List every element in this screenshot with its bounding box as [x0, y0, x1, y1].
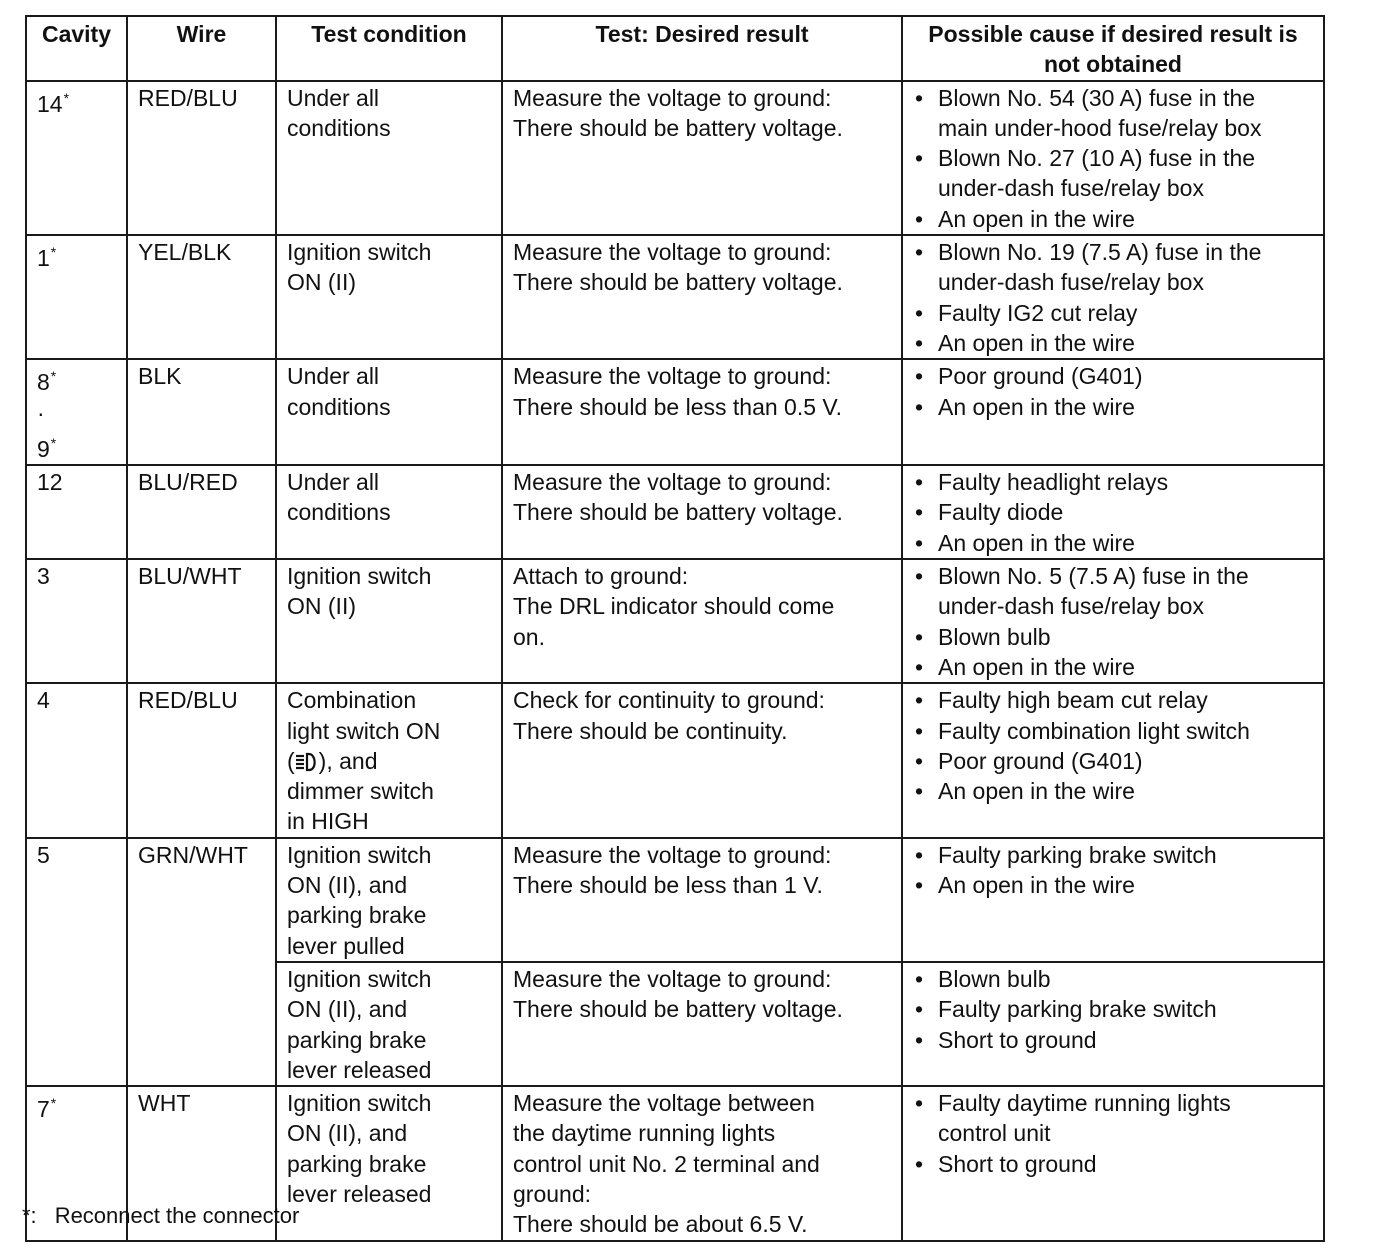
paren-open: ( [287, 747, 295, 774]
cause-item [913, 143, 1313, 204]
result-line: the daytime running lights [513, 1120, 776, 1147]
table-row [26, 81, 1324, 235]
cause-text: main under-hood fuse/relay box [938, 114, 1262, 141]
cause-list [913, 561, 1313, 682]
cause-text: • An open in the wire [938, 329, 1135, 356]
cavity-cell [26, 359, 127, 465]
condition-cell [276, 81, 502, 235]
cause-item [913, 204, 1313, 234]
cause-item [913, 964, 1313, 994]
condition-line: parking brake [287, 1150, 427, 1177]
result-line: Measure the voltage to ground: [513, 469, 832, 496]
cause-text: • Faulty high beam cut relay [938, 687, 1208, 714]
result-line: There should be battery voltage. [513, 269, 843, 296]
condition-line: Ignition switch [287, 841, 432, 868]
result-cell [502, 465, 902, 559]
high-beam-headlight-icon [295, 752, 319, 772]
cavity-cell [26, 81, 127, 235]
cavity-number: 14 * [37, 83, 116, 119]
cause-text: • Faulty parking brake switch [938, 841, 1217, 868]
cause-cell [902, 559, 1324, 683]
cause-item [913, 622, 1313, 652]
result-line: There should be continuity. [513, 717, 788, 744]
cavity-number: 1 * [37, 237, 116, 273]
cavity-number: 4 [37, 687, 50, 714]
cause-item [913, 497, 1313, 527]
header-cause-line2: not obtained [1044, 51, 1182, 78]
wire-cell: BLU/RED [127, 465, 276, 559]
condition-line: lever released [287, 1056, 432, 1083]
condition-cell [276, 235, 502, 359]
cause-text: • Blown bulb [938, 623, 1051, 650]
cause-item [913, 528, 1313, 558]
condition-line: Ignition switch [287, 563, 432, 590]
cause-text: under-dash fuse/relay box [938, 269, 1204, 296]
table-row [26, 359, 1324, 465]
cause-text: • Faulty IG2 cut relay [938, 299, 1138, 326]
result-cell [502, 683, 902, 837]
condition-line: in HIGH [287, 808, 369, 835]
condition-line: conditions [287, 114, 391, 141]
wire-cell: WHT [127, 1086, 276, 1240]
condition-line: ON (II) [287, 593, 356, 620]
cause-item [913, 392, 1313, 422]
result-line: There should be battery voltage. [513, 114, 843, 141]
cause-cell [902, 683, 1324, 837]
header-test-condition: Test condition [276, 16, 502, 81]
cause-item [913, 1088, 1313, 1149]
footnote [22, 1203, 299, 1229]
cause-list [913, 840, 1313, 901]
cavity-separator: · [37, 399, 45, 426]
result-line: Measure the voltage between [513, 1090, 815, 1117]
condition-line: ON (II), and [287, 1120, 408, 1147]
cause-list [913, 1088, 1313, 1179]
cause-text: • Blown No. 5 (7.5 A) fuse in the [938, 563, 1249, 590]
result-cell [502, 1086, 902, 1240]
cause-list [913, 964, 1313, 1055]
cause-text: • An open in the wire [938, 653, 1135, 680]
condition-line: Under all [287, 363, 380, 390]
cavity-number: 5 [37, 841, 50, 868]
cause-item [913, 652, 1313, 682]
table-row [26, 838, 1324, 962]
result-line: Measure the voltage to ground: [513, 965, 832, 992]
result-cell [502, 559, 902, 683]
result-line: Check for continuity to ground: [513, 687, 825, 714]
result-line: There should be less than 1 V. [513, 872, 823, 899]
cause-text: control unit [938, 1120, 1051, 1147]
cause-text: • Blown bulb [938, 965, 1051, 992]
cause-item [913, 746, 1313, 776]
result-line: control unit No. 2 terminal and [513, 1150, 820, 1177]
cause-cell [902, 235, 1324, 359]
condition-line: lever pulled [287, 932, 405, 959]
condition-cell [276, 683, 502, 837]
condition-line: Under all [287, 84, 380, 111]
header-possible-cause [902, 16, 1324, 81]
cause-item [913, 1149, 1313, 1179]
condition-cell [276, 359, 502, 465]
condition-line: light switch ON [287, 717, 441, 744]
wire-cell: BLU/WHT [127, 559, 276, 683]
cause-item [913, 870, 1313, 900]
condition-cell [276, 838, 502, 962]
condition-line: ON (II), and [287, 872, 408, 899]
result-cell [502, 359, 902, 465]
cause-cell [902, 359, 1324, 465]
wire-cell: YEL/BLK [127, 235, 276, 359]
cause-item [913, 83, 1313, 144]
cavity-cell [26, 465, 127, 559]
cause-item [913, 840, 1313, 870]
condition-line: lever released [287, 1180, 432, 1207]
cavity-cell [26, 838, 127, 1086]
cause-item [913, 298, 1313, 328]
result-cell [502, 838, 902, 962]
footnote-mark: *: [22, 1203, 37, 1228]
cavity-number: 9 * [37, 428, 116, 464]
result-cell [502, 962, 902, 1086]
condition-line: dimmer switch [287, 778, 434, 805]
cause-item [913, 237, 1313, 298]
cause-text: • Faulty daytime running lights [938, 1090, 1231, 1117]
result-line: There should be about 6.5 V. [513, 1211, 808, 1238]
cause-item [913, 776, 1313, 806]
cause-text: • Blown No. 19 (7.5 A) fuse in the [938, 239, 1262, 266]
cause-text: • Short to ground [938, 1150, 1097, 1177]
condition-line [287, 746, 491, 776]
table-row [26, 683, 1324, 837]
condition-cell [276, 559, 502, 683]
cause-text: • Faulty combination light switch [938, 717, 1250, 744]
cause-list [913, 685, 1313, 806]
condition-line: Combination [287, 687, 417, 714]
header-cause-line1: Possible cause if desired result is [928, 21, 1298, 47]
cavity-number: 12 [37, 469, 63, 496]
cause-text: • An open in the wire [938, 778, 1135, 805]
condition-line: parking brake [287, 902, 427, 929]
result-line: Measure the voltage to ground: [513, 239, 832, 266]
cause-cell [902, 465, 1324, 559]
cause-text: • Faulty parking brake switch [938, 996, 1217, 1023]
cause-cell [902, 81, 1324, 235]
cause-item [913, 467, 1313, 497]
wire-cell: RED/BLU [127, 81, 276, 235]
cause-text: • An open in the wire [938, 393, 1135, 420]
cause-text: • Blown No. 27 (10 A) fuse in the [938, 145, 1256, 172]
condition-line: conditions [287, 499, 391, 526]
cause-text: • Faulty diode [938, 499, 1064, 526]
cause-text: • Faulty headlight relays [938, 469, 1169, 496]
cause-cell [902, 962, 1324, 1086]
condition-line: Under all [287, 469, 380, 496]
table-row [26, 465, 1324, 559]
cause-list [913, 467, 1313, 558]
result-line: Measure the voltage to ground: [513, 841, 832, 868]
wire-cell: RED/BLU [127, 683, 276, 837]
condition-line: ON (II) [287, 269, 356, 296]
cause-text: • Short to ground [938, 1026, 1097, 1053]
condition-cell [276, 962, 502, 1086]
condition-cell [276, 1086, 502, 1240]
cavity-number: 8 * [37, 361, 116, 397]
cause-text: • An open in the wire [938, 205, 1135, 232]
condition-line: conditions [287, 393, 391, 420]
header-row [26, 16, 1324, 81]
wire-cell: BLK [127, 359, 276, 465]
cause-text: • Blown No. 54 (30 A) fuse in the [938, 84, 1256, 111]
result-line: Attach to ground: [513, 563, 689, 590]
cause-text: • Poor ground (G401) [938, 363, 1143, 390]
cavity-cell [26, 235, 127, 359]
result-line: ground: [513, 1180, 592, 1207]
condition-text: ), and [318, 747, 378, 774]
cause-item [913, 685, 1313, 715]
result-line: Measure the voltage to ground: [513, 363, 832, 390]
cavity-cell [26, 559, 127, 683]
cause-item [913, 994, 1313, 1024]
troubleshooting-table [25, 15, 1325, 1242]
header-cavity: Cavity [26, 16, 127, 81]
result-line: The DRL indicator should come [513, 593, 835, 620]
condition-line: Ignition switch [287, 239, 432, 266]
cavity-cell [26, 683, 127, 837]
table-row [26, 235, 1324, 359]
condition-line: parking brake [287, 1026, 427, 1053]
table-row [26, 559, 1324, 683]
result-line: There should be battery voltage. [513, 996, 843, 1023]
cause-item [913, 361, 1313, 391]
cause-text: • Poor ground (G401) [938, 747, 1143, 774]
cause-item [913, 328, 1313, 358]
condition-cell [276, 465, 502, 559]
cause-item [913, 561, 1313, 622]
condition-line: Ignition switch [287, 1090, 432, 1117]
result-cell [502, 81, 902, 235]
cause-list [913, 361, 1313, 422]
condition-line: ON (II), and [287, 996, 408, 1023]
cause-item [913, 1025, 1313, 1055]
result-cell [502, 235, 902, 359]
cause-item [913, 716, 1313, 746]
result-line: There should be battery voltage. [513, 499, 843, 526]
result-line: Measure the voltage to ground: [513, 84, 832, 111]
cavity-number: 3 [37, 563, 50, 590]
cavity-number: 7 * [37, 1088, 116, 1124]
header-desired-result: Test: Desired result [502, 16, 902, 81]
result-line: on. [513, 623, 545, 650]
wire-cell: GRN/WHT [127, 838, 276, 1086]
cause-list [913, 83, 1313, 234]
result-line: There should be less than 0.5 V. [513, 393, 843, 420]
cause-text: • An open in the wire [938, 529, 1135, 556]
cause-cell [902, 1086, 1324, 1240]
header-wire: Wire [127, 16, 276, 81]
cause-text: under-dash fuse/relay box [938, 175, 1204, 202]
condition-line: Ignition switch [287, 965, 432, 992]
footnote-text: Reconnect the connector [54, 1203, 300, 1228]
cause-text: under-dash fuse/relay box [938, 593, 1204, 620]
cause-cell [902, 838, 1324, 962]
cause-list [913, 237, 1313, 358]
cause-text: • An open in the wire [938, 872, 1135, 899]
